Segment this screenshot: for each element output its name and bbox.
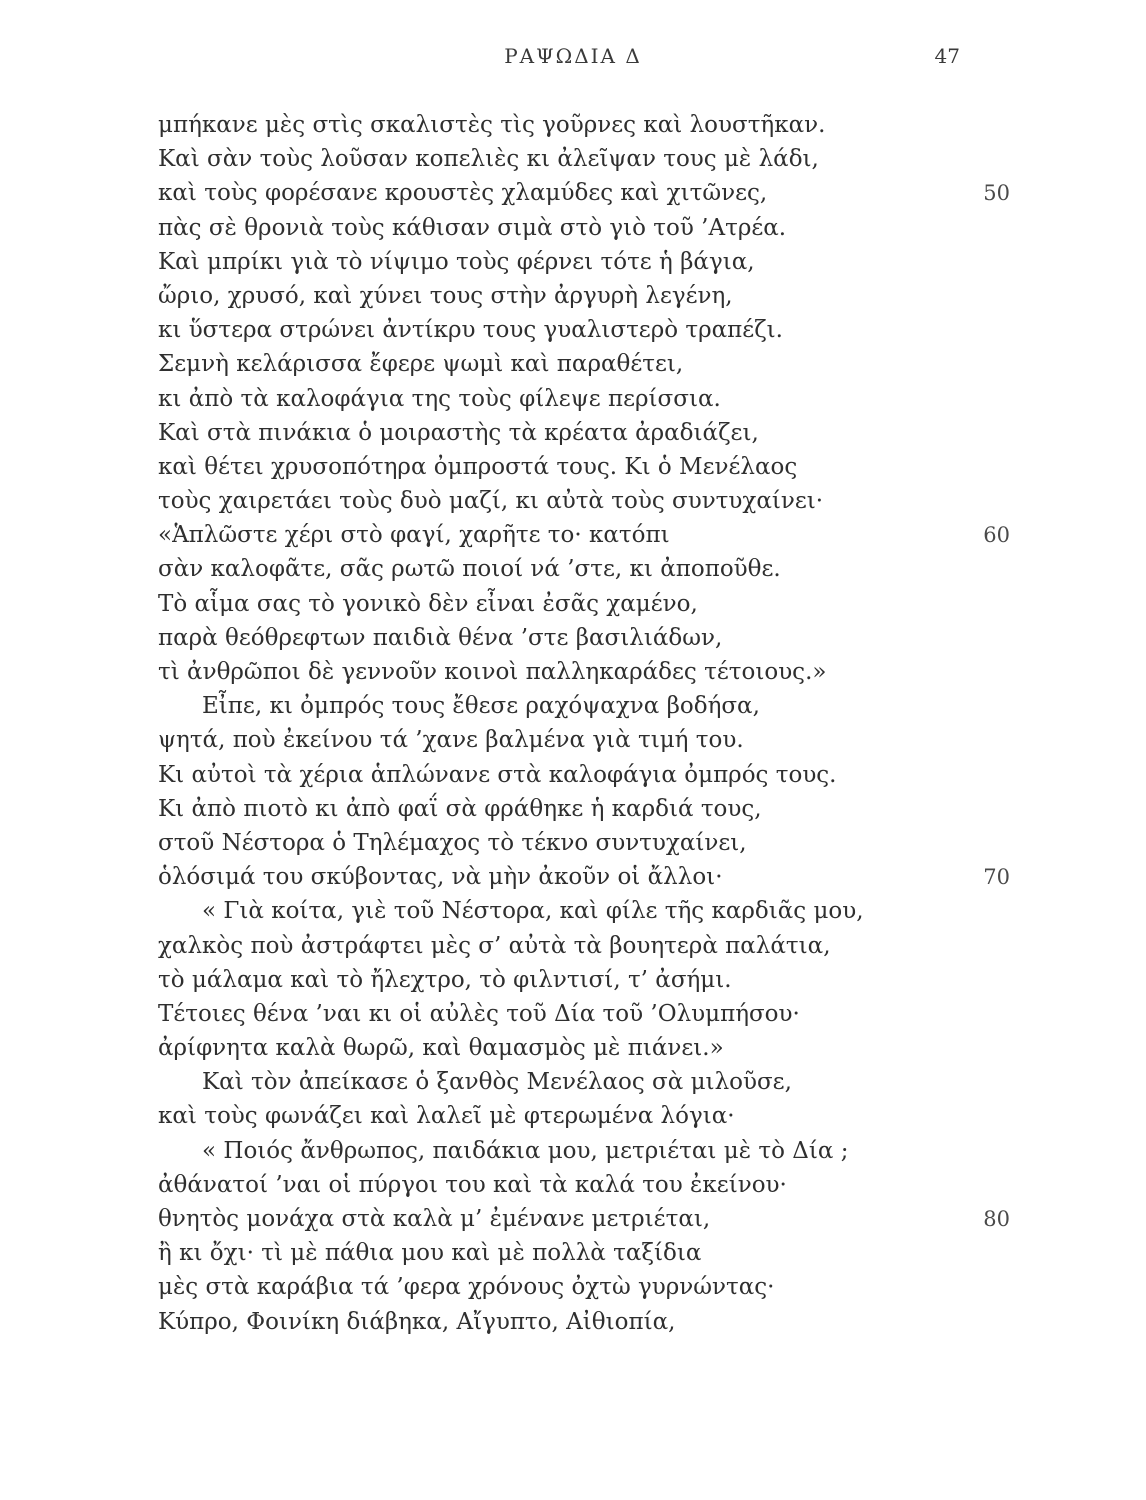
- verse-line: Καὶ σὰν τοὺς λοῦσαν κοπελιὲς κι ἀλεῖψαν τους μὲ λάδι,: [158, 146, 819, 173]
- verse-line: κι ὕστερα στρώνει ἀντίκρυ τους γυαλιστερὸ τραπέζι.: [158, 317, 783, 344]
- verse-line: σὰν καλοφᾶτε, σᾶς ρωτῶ ποιοί νά ’στε, κι ἀποποῦθε.: [158, 556, 781, 583]
- verse-line: Σεμνὴ κελάρισσα ἔφερε ψωμὶ καὶ παραθέτει,: [158, 351, 684, 378]
- verse-line: καὶ θέτει χρυσοπότηρα ὀμπροστά τους. Κι ὁ Μενέλαος: [158, 453, 798, 480]
- verse-text: [158, 108, 918, 1339]
- line-number: 70: [983, 865, 1010, 889]
- page-number: 47: [934, 44, 960, 68]
- verse-line: μὲς στὰ καράβια τά ’φερα χρόνους ὀχτὼ γυρνώντας·: [158, 1274, 775, 1301]
- line-number: 50: [983, 181, 1010, 205]
- verse-line: Κύπρο, Φοινίκη διάβηκα, Αἴγυπτο, Αἰθιοπία,: [158, 1308, 676, 1335]
- verse-line: ὁλόσιμά του σκύβοντας, νὰ μὴν ἀκοῦν οἱ ἄλλοι·: [158, 864, 723, 891]
- verse-line: καὶ τοὺς φωνάζει καὶ λαλεῖ μὲ φτερωμένα λόγια·: [158, 1103, 735, 1130]
- verse-line: καὶ τοὺς φορέσανε κρουστὲς χλαμύδες καὶ χιτῶνες,: [158, 180, 768, 207]
- verse-line: ψητά, ποὺ ἐκείνου τά ’χανε βαλμένα γιὰ τιμή του.: [158, 727, 744, 754]
- verse-line: τὶ ἀνθρῶποι δὲ γεννοῦν κοινοὶ παλληκαράδες τέτοιους.»: [158, 659, 827, 685]
- verse-line: τοὺς χαιρετάει τοὺς δυὸ μαζί, κι αὐτὰ τοὺς συντυχαίνει·: [158, 488, 824, 515]
- verse-line: θνητὸς μονάχα στὰ καλὰ μ’ ἐμένανε μετριέται,: [158, 1206, 711, 1232]
- verse-line: τὸ μάλαμα καὶ τὸ ἤλεχτρο, τὸ φιλντισί, τ’ ἀσήμι.: [158, 966, 732, 993]
- running-head: ΡΑΨΩΔΙΑ Δ: [504, 44, 642, 68]
- verse-line: Κι ἀπὸ πιοτὸ κι ἀπὸ φαΐ σὰ φράθηκε ἡ καρδιά τους,: [158, 795, 762, 822]
- verse-line: χαλκὸς ποὺ ἀστράφτει μὲς σ’ αὐτὰ τὰ βουητερὰ παλάτια,: [158, 932, 831, 959]
- verse-line: ἀθάνατοί ’ναι οἱ πύργοι του καὶ τὰ καλά του ἐκείνου·: [158, 1171, 787, 1198]
- verse-line: πὰς σὲ θρονιὰ τοὺς κάθισαν σιμὰ στὸ γιὸ τοῦ ’Ατρέα.: [158, 214, 787, 241]
- page-header: [0, 44, 1146, 74]
- verse-line: Τέτοιες θένα ’ναι κι οἱ αὐλὲς τοῦ Δία τοῦ ’Ολυμπήσου·: [158, 1000, 800, 1027]
- verse-line: στοῦ Νέστορα ὁ Τηλέμαχος τὸ τέκνο συντυχαίνει,: [158, 829, 747, 856]
- verse-line: ἢ κι ὄχι· τὶ μὲ πάθια μου καὶ μὲ πολλὰ ταξίδια: [158, 1240, 702, 1267]
- verse-line: Εἶπε, κι ὀμπρός τους ἔθεσε ραχόψαχνα βοδήσα,: [202, 693, 760, 720]
- line-number: 60: [983, 523, 1010, 547]
- verse-line: Καὶ μπρίκι γιὰ τὸ νίψιμο τοὺς φέρνει τότε ἡ βάγια,: [158, 248, 755, 275]
- verse-line: ἀρίφνητα καλὰ θωρῶ, καὶ θαμασμὸς μὲ πιάνει.»: [158, 1035, 724, 1062]
- verse-line: παρὰ θεόθρεφτων παιδιὰ θένα ’στε βασιλιάδων,: [158, 624, 723, 651]
- verse-line: Τὸ αἷμα σας τὸ γονικὸ δὲν εἶναι ἐσᾶς χαμένο,: [158, 590, 698, 617]
- verse-line: ὤριο, χρυσό, καὶ χύνει τους στὴν ἀργυρὴ λεγένη,: [158, 282, 733, 309]
- line-number: 80: [983, 1207, 1010, 1231]
- verse-line: Καὶ στὰ πινάκια ὁ μοιραστὴς τὰ κρέατα ἀραδιάζει,: [158, 419, 759, 446]
- verse-line: «Ἁπλῶστε χέρι στὸ φαγί, χαρῆτε το· κατόπι: [158, 522, 670, 549]
- verse-line: « Ποιός ἄνθρωπος, παιδάκια μου, μετριέται μὲ τὸ Δία ;: [202, 1137, 849, 1164]
- verse-line: « Γιὰ κοίτα, γιὲ τοῦ Νέστορα, καὶ φίλε τῆς καρδιᾶς μου,: [202, 898, 864, 925]
- verse-line: Καὶ τὸν ἀπείκασε ὁ ξανθὸς Μενέλαος σὰ μιλοῦσε,: [202, 1069, 792, 1096]
- verse-line: κι ἀπὸ τὰ καλοφάγια της τοὺς φίλεψε περίσσια.: [158, 385, 721, 412]
- verse-line: μπήκανε μὲς στὶς σκαλιστὲς τὶς γοῦρνες καὶ λουστῆκαν.: [158, 112, 826, 138]
- verse-line: Κι αὐτοὶ τὰ χέρια ἁπλώνανε στὰ καλοφάγια ὀμπρός τους.: [158, 761, 837, 788]
